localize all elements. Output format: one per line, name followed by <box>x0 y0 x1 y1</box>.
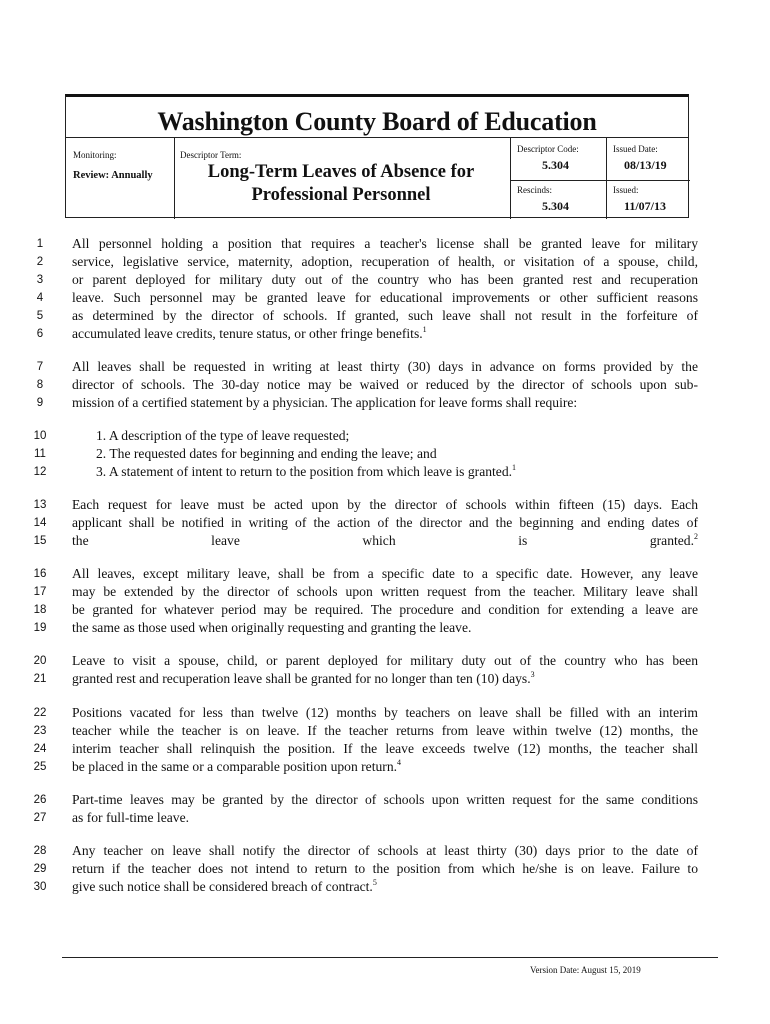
line-text: as determined by the director of schools. If granted, such leave shall not result in the forfeiture of <box>72 308 698 323</box>
header-box <box>65 94 689 218</box>
text-line <box>72 792 698 808</box>
line-text: Any teacher on leave shall notify the director of schools at least thirty (30) days prior to the date of <box>72 843 698 858</box>
line-number: 18 <box>33 604 47 616</box>
issued-label: Issued: <box>613 185 639 195</box>
line-number: 5 <box>36 310 44 322</box>
title-line-2: Professional Personnel <box>251 185 431 205</box>
line-text: give such notice shall be considered breach of contract. <box>72 879 373 894</box>
line-text: granted rest and recuperation leave shall be granted for no longer than ten (10) days. <box>72 671 531 686</box>
line-text: the leave which is granted. <box>72 533 694 548</box>
text-line <box>72 861 698 877</box>
line-text: Part-time leaves may be granted by the director of schools upon written request for the same conditions <box>72 792 698 807</box>
line-number: 17 <box>33 586 47 598</box>
line-number: 16 <box>33 568 47 580</box>
line-text: All leaves shall be requested in writing at least thirty (30) days in advance on forms provided by the <box>72 359 698 374</box>
review-frequency: Review: Annually <box>73 170 153 181</box>
line-number: 13 <box>33 499 47 511</box>
text-line <box>72 584 698 600</box>
footnote-ref[interactable]: 1 <box>422 325 427 334</box>
line-number: 26 <box>33 794 47 806</box>
issued-date: 08/13/19 <box>624 158 667 172</box>
line-number: 11 <box>34 448 46 460</box>
text-line <box>72 395 698 411</box>
column-divider <box>606 137 607 219</box>
line-number: 25 <box>33 761 47 773</box>
line-text: 1. A description of the type of leave requested; <box>96 428 350 443</box>
line-text: may be extended by the director of schools upon written request from the teacher. Military leave shall <box>72 584 698 599</box>
column-divider <box>510 137 511 219</box>
line-text: mission of a certified statement by a physician. The application for leave forms shall require: <box>72 395 578 410</box>
line-number: 23 <box>33 725 47 737</box>
line-number: 3 <box>36 274 44 286</box>
text-line <box>72 290 698 306</box>
line-number: 8 <box>36 379 44 391</box>
text-line <box>72 515 698 531</box>
line-text: Positions vacated for less than twelve (12) months by teachers on leave shall be filled with an interim <box>72 705 698 720</box>
line-number: 19 <box>33 622 47 634</box>
line-text: accumulated leave credits, tenure status, or other fringe benefits. <box>72 326 423 341</box>
text-line <box>72 620 698 636</box>
rescinds-label: Rescinds: <box>517 185 552 195</box>
footer-rule <box>62 957 718 958</box>
line-number: 21 <box>33 673 47 685</box>
line-number: 24 <box>33 743 47 755</box>
rescinds-code: 5.304 <box>542 199 569 213</box>
title-line-1: Long-Term Leaves of Absence for <box>207 162 475 182</box>
text-line <box>72 308 698 324</box>
line-text: Leave to visit a spouse, child, or parent deployed for military duty out of the country who has been <box>72 653 698 668</box>
line-text: the same as those used when originally requesting and granting the leave. <box>72 620 472 635</box>
text-line <box>72 566 698 582</box>
text-line <box>72 741 698 757</box>
text-line <box>72 254 698 270</box>
line-number: 7 <box>36 361 44 373</box>
descriptor-term-title <box>176 161 506 207</box>
text-line <box>72 723 698 739</box>
line-number: 30 <box>33 881 47 893</box>
line-number: 12 <box>33 466 47 478</box>
line-number: 14 <box>33 517 47 529</box>
text-line <box>72 602 698 618</box>
text-line <box>72 497 698 513</box>
footnote-ref[interactable]: 4 <box>397 758 402 767</box>
line-text: leave. Such personnel may be granted leave for educational improvements or other sufficient reasons <box>72 290 698 305</box>
text-line <box>72 272 698 288</box>
line-number: 4 <box>36 292 44 304</box>
line-text: applicant shall be notified in writing of the action of the director and the beginning and ending dates of <box>72 515 698 530</box>
version-date: Version Date: August 15, 2019 <box>530 965 641 975</box>
org-name: Washington County Board of Education <box>157 107 597 136</box>
line-text: be granted for whatever period may be required. The procedure and condition for extending a leave are <box>72 602 698 617</box>
list-item <box>96 464 516 480</box>
line-number: 27 <box>33 812 47 824</box>
monitoring-label: Monitoring: <box>73 150 117 160</box>
list-item <box>96 428 349 444</box>
text-line <box>72 671 698 687</box>
list-item <box>96 446 437 462</box>
footnote-ref[interactable]: 5 <box>372 878 377 887</box>
text-line <box>72 810 698 826</box>
text-line <box>72 759 698 775</box>
footnote-ref[interactable]: 2 <box>694 532 698 541</box>
line-text: All personnel holding a position that requires a teacher's license shall be granted leave for military <box>72 236 698 251</box>
text-line <box>72 377 698 393</box>
text-line <box>72 705 698 721</box>
line-number: 2 <box>36 256 44 268</box>
text-line <box>72 879 698 895</box>
line-text: service, legislative service, maternity, adoption, recuperation of health, or visitation of a spouse, child, <box>72 254 698 269</box>
descriptor-term-label: Descriptor Term: <box>180 150 242 160</box>
text-line <box>72 653 698 669</box>
line-text: Each request for leave must be acted upon by the director of schools within fifteen (15) days. Each <box>72 497 698 512</box>
line-number: 20 <box>33 655 47 667</box>
descriptor-code: 5.304 <box>542 158 569 172</box>
header-divider <box>66 137 688 138</box>
text-line <box>72 326 698 342</box>
footnote-ref[interactable]: 1 <box>512 463 517 472</box>
line-text: director of schools. The 30-day notice may be waived or reduced by the director of schools upon sub- <box>72 377 698 392</box>
line-text: return if the teacher does not intend to return to the position from which he/she is on leave. Failure to <box>72 861 698 876</box>
line-text: teacher while the teacher is on leave. If the teacher returns from leave within twelve (12) months, the <box>72 723 698 738</box>
line-text: interim teacher shall relinquish the position. If the leave exceeds twelve (12) months, the teacher shall <box>72 741 698 756</box>
issued-value: 11/07/13 <box>624 199 667 213</box>
text-line <box>72 236 698 252</box>
line-number: 9 <box>36 397 44 409</box>
text-line <box>72 359 698 375</box>
line-number: 29 <box>33 863 47 875</box>
column-divider <box>174 137 175 219</box>
line-text: as for full-time leave. <box>72 810 190 825</box>
text-line <box>72 843 698 859</box>
line-number: 6 <box>36 328 44 340</box>
issued-date-label: Issued Date: <box>613 144 658 154</box>
line-number: 22 <box>33 707 47 719</box>
line-number: 10 <box>33 430 47 442</box>
text-line <box>72 533 698 549</box>
line-text: or parent deployed for military duty out of the country who has been granted rest and recuperation <box>72 272 698 287</box>
row-divider <box>510 180 690 181</box>
footnote-ref[interactable]: 3 <box>530 670 535 679</box>
line-text: 3. A statement of intent to return to the position from which leave is granted. <box>96 464 513 479</box>
line-text: All leaves, except military leave, shall be from a specific date to a specific date. However, any leave <box>72 566 698 581</box>
line-number: 1 <box>36 238 44 250</box>
line-text: be placed in the same or a comparable position upon return. <box>72 759 398 774</box>
line-number: 15 <box>33 535 47 547</box>
descriptor-code-label: Descriptor Code: <box>517 144 579 154</box>
line-number: 28 <box>33 845 47 857</box>
line-text: 2. The requested dates for beginning and ending the leave; and <box>96 446 437 461</box>
